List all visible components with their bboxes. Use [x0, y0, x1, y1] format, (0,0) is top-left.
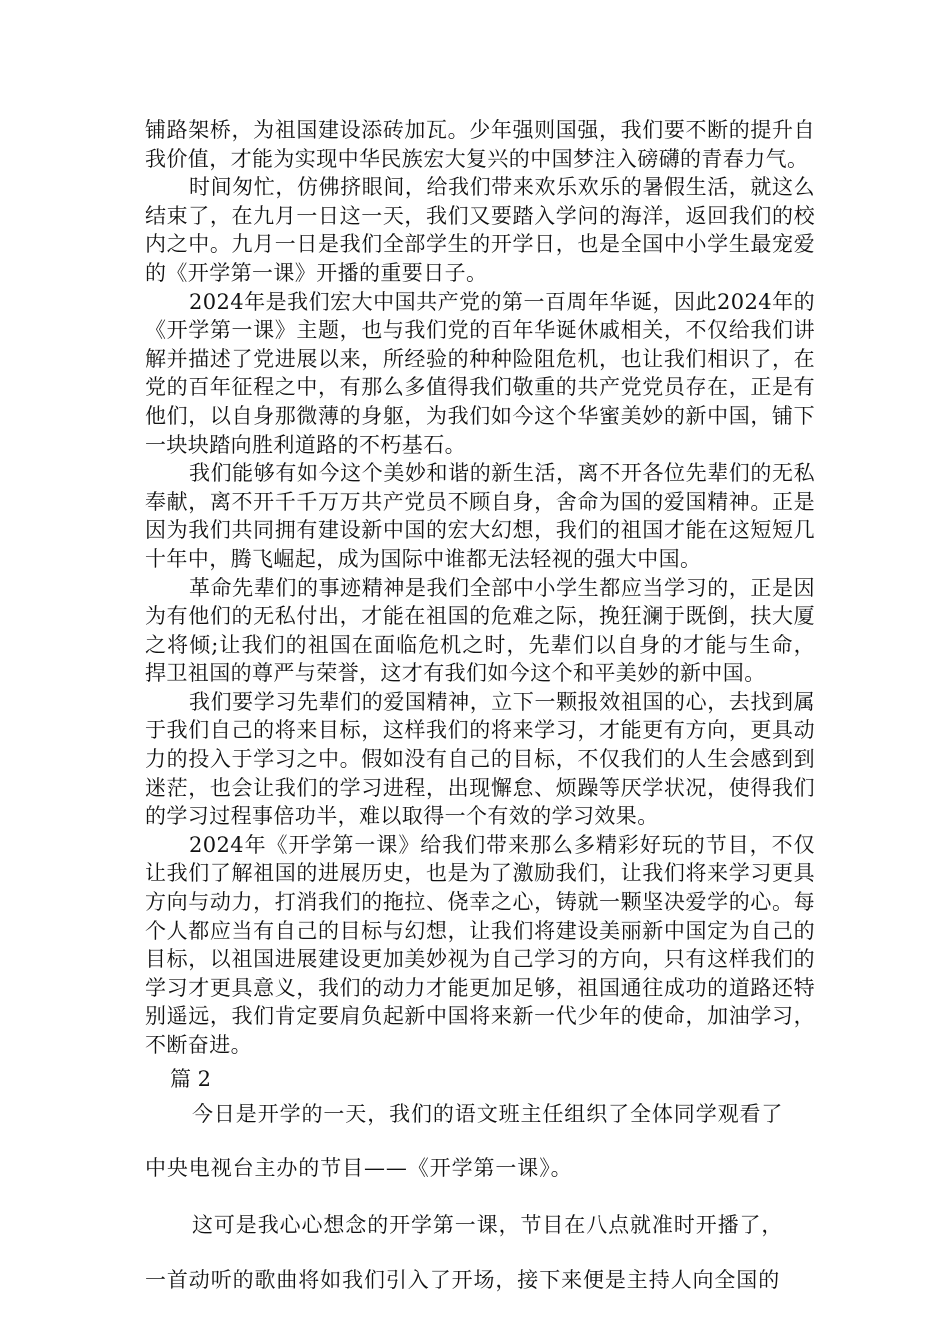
part2-line-3: 这可是我心心想念的开学第一课，节目在八点就准时开播了，: [192, 1213, 784, 1237]
paragraph-4: 我们能够有如今这个美妙和谐的新生活，离不开各位先辈们的无私奉献，离不开千千万万共产党员不顾自身，舍命为国的爱国精神。正是因为我们共同拥有建设新中国的宏大幻想，我们的祖国才能在这短短几十年中，腾飞崛起，成为国际中谁都无法轻视的强大中国。: [145, 461, 815, 571]
paragraph-6: 我们要学习先辈们的爱国精神，立下一颗报效祖国的心，去找到属于我们自己的将来目标，这样我们的将来学习，才能更有方向，更具动力的投入于学习之中。假如没有自己的目标，不仅我们的人生会感到到迷茫，也会让我们的学习进程，出现懈怠、烦躁等厌学状况，使得我们的学习过程事倍功半，难以取得一个有效的学习效果。: [145, 689, 815, 829]
paragraph-1: 铺路架桥，为祖国建设添砖加瓦。少年强则国强，我们要不断的提升自我价值，才能为实现中华民族宏大复兴的中国梦注入磅礴的青春力气。: [145, 118, 815, 171]
paragraph-2: 时间匆忙，仿佛挤眼间，给我们带来欢乐欢乐的暑假生活，就这么结束了，在九月一日这一天，我们又要踏入学问的海洋，返回我们的校内之中。九月一日是我们全部学生的开学日，也是全国中小学生最宠爱的《开学第一课》开播的重要日子。: [145, 175, 815, 285]
paragraph-3: 2024年是我们宏大中国共产党的第一百周年华诞，因此2024年的《开学第一课》主题，也与我们党的百年华诞休戚相关，不仅给我们讲解并描述了党进展以来，所经验的种种险阻危机，也让我们相识了，在党的百年征程之中，有那么多值得我们敬重的共产党党员存在，正是有他们，以自身那微薄的身躯，为我们如今这个华蜜美妙的新中国，铺下一块块踏向胜利道路的不朽基石。: [145, 289, 815, 457]
part2-line-4: 一首动听的歌曲将如我们引入了开场，接下来便是主持人向全国的: [145, 1268, 781, 1292]
part2-line-2: 中央电视台主办的节目——《开学第一课》。: [145, 1156, 573, 1180]
paragraph-7: 2024年《开学第一课》给我们带来那么多精彩好玩的节目，不仅让我们了解祖国的进展历史，也是为了激励我们，让我们将来学习更具方向与动力，打消我们的拖拉、侥幸之心，铸就一颗坚决爱学的心。每个人都应当有自己的目标与幻想，让我们将建设美丽新中国定为自己的目标，以祖国进展建设更加美妙视为自己学习的方向，只有这样我们的学习才更具意义，我们的动力才能更加足够，祖国通往成功的道路还特别遥远，我们肯定要肩负起新中国将来新一代少年的使命，加油学习，不断奋进。: [145, 832, 815, 1057]
part2-line-1: 今日是开学的一天，我们的语文班主任组织了全体同学观看了: [192, 1102, 784, 1126]
section-heading: 篇 2: [170, 1067, 212, 1091]
paragraph-5: 革命先辈们的事迹精神是我们全部中小学生都应当学习的，正是因为有他们的无私付出，才能在祖国的危难之际，挽狂澜于既倒，扶大厦之将倾;让我们的祖国在面临危机之时，先辈们以自身的才能与生命，捍卫祖国的尊严与荣誉，这才有我们如今这个和平美妙的新中国。: [145, 575, 815, 686]
essay-body: [145, 116, 815, 1060]
